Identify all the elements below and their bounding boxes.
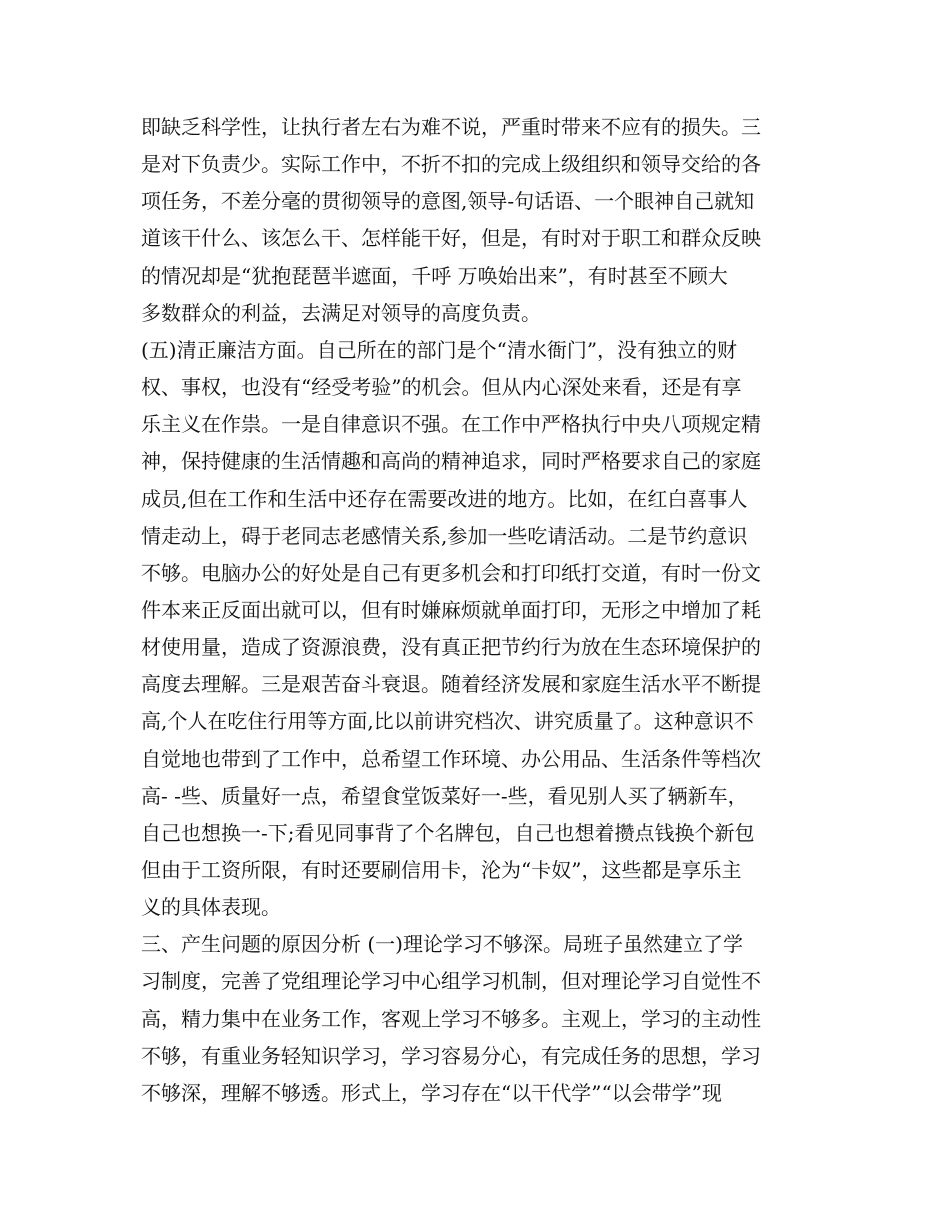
text-line: 义的具体表现。 [141, 895, 281, 920]
text-line: 高- -些、质量好一点，希望食堂饭菜好一-些，看见别人买了辆新车， [141, 783, 748, 808]
text-line: 不够。电脑办公的好处是自己有更多机会和打印纸打交道，有时一份文 [141, 560, 761, 585]
text-line: 不够深，理解不够透。形式上，学习存在“以干代学”“以会带学”现 [141, 1080, 722, 1105]
text-line: 权、事权，也没有“经受考验”的机会。但从内心深处来看，还是有享 [141, 375, 742, 400]
text-line: 项任务，不差分毫的贯彻领导的意图,领导-句话语、一个眼神自己就知 [141, 189, 755, 214]
text-line: 高,个人在吃住行用等方面,比以前讲究档次、讲究质量了。这种意识不 [141, 709, 754, 734]
text-line: 多数群众的利益，去满足对领导的高度负责。 [141, 300, 541, 325]
text-line: 件本来正反面出就可以，但有时嫌麻烦就单面打印，无形之中增加了耗 [141, 598, 761, 622]
text-line: (五)清正廉洁方面。自己所在的部门是个“清水衙门”，没有独立的财 [141, 337, 738, 362]
text-line: 道该干什么、该怎么干、怎样能干好，但是，有时对于职工和群众反映 [141, 226, 761, 251]
text-line: 不够，有重业务轻知识学习，学习容易分心，有完成任务的思想，学习 [141, 1043, 761, 1068]
text-line: 神，保持健康的生活情趣和高尚的精神追求，同时严格要求自己的家庭 [141, 449, 761, 474]
text-line: 材使用量，造成了资源浪费，没有真正把节约行为放在生态环境保护的 [141, 635, 761, 660]
text-line: 即缺乏科学性，让执行者左右为难不说，严重时带来不应有的损失。三 [141, 115, 761, 139]
text-line: 乐主义在作祟。一是自律意识不强。在工作中严格执行中央八项规定精 [141, 412, 761, 437]
text-line: 三、产生问题的原因分析 (一)理论学习不够深。局班子虽然建立了学 [141, 932, 743, 957]
text-line: 情走动上，碍于老同志老感情关系,参加一些吃请活动。二是节约意识 [141, 523, 748, 548]
text-line: 自己也想换一-下;看见同事背了个名牌包，自己也想着攒点钱换个新包 [141, 820, 755, 845]
text-line: 成员,但在工作和生活中还存在需要改进的地方。比如，在红白喜事人 [141, 486, 748, 511]
text-line: 习制度，完善了党组理论学习中心组学习机制，但对理论学习自觉性不 [141, 969, 761, 994]
text-line: 是对下负责少。实际工作中，不折不扣的完成上级组织和领导交给的各 [141, 152, 761, 177]
text-line: 高，精力集中在业务工作，客观上学习不够多。主观上，学习的主动性 [141, 1006, 761, 1031]
text-line: 自觉地也带到了工作中，总希望工作环境、办公用品、生活条件等档次 [141, 746, 761, 771]
text-line: 高度去理解。三是艰苦奋斗衰退。随着经济发展和家庭生活水平不断提 [141, 672, 761, 697]
text-line: 但由于工资所限，有时还要刷信用卡，沦为“卡奴”，这些都是享乐主 [141, 858, 742, 882]
text-line: 的情况却是“犹抱琵琶半遮面，千呼 万唤始出来”，有时甚至不顾大 [141, 263, 728, 288]
